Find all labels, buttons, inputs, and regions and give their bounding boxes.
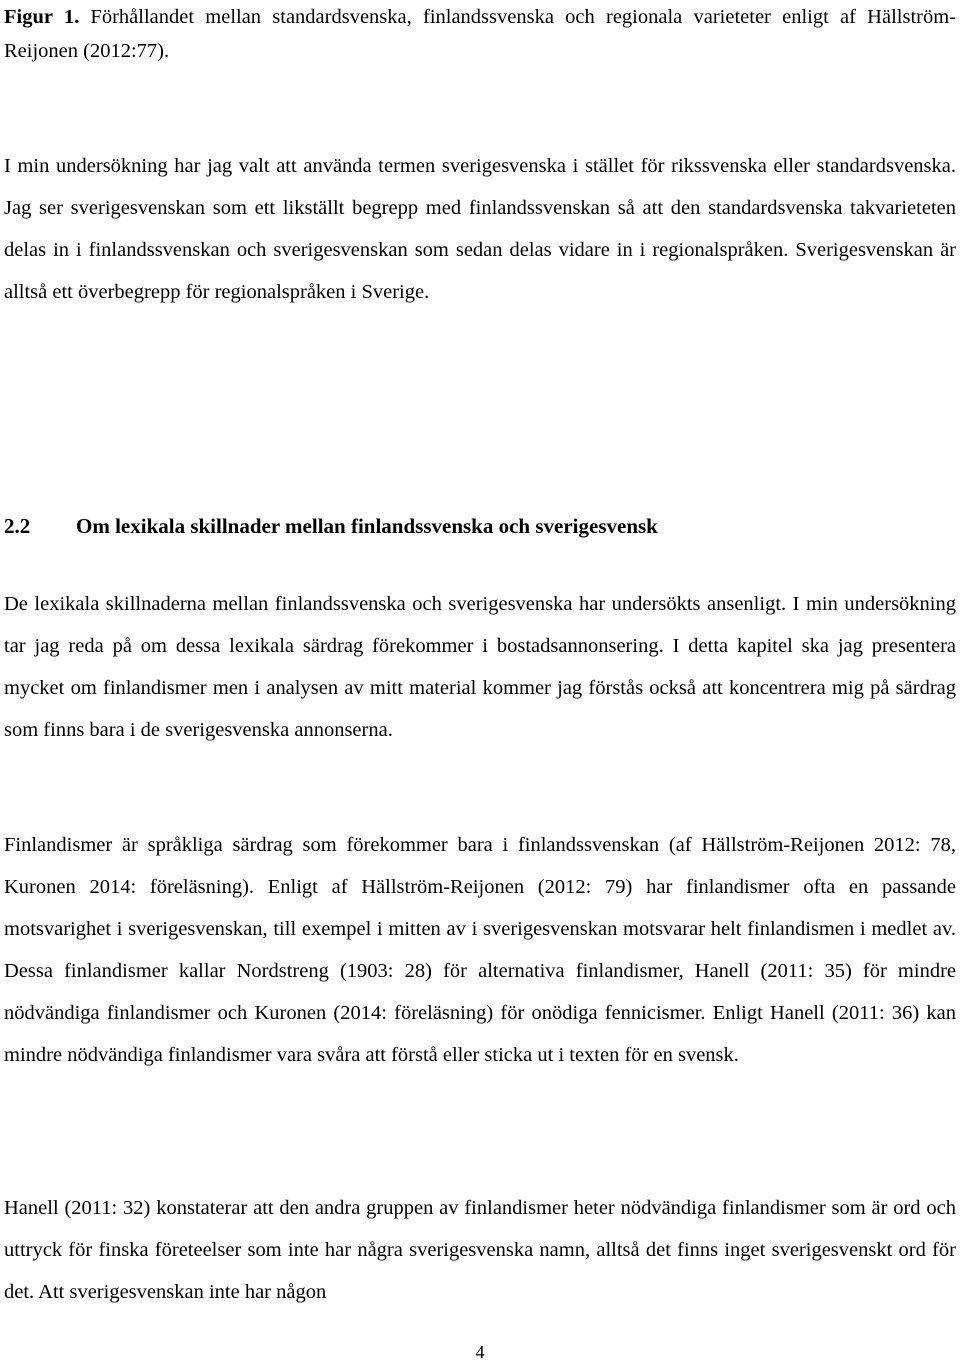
section-title: Om lexikala skillnader mellan finlandssvenska och sverigesvensk <box>76 514 658 538</box>
page-number: 4 <box>475 1342 485 1362</box>
paragraph-finlandisms: Finlandismer är språkliga särdrag som förekommer bara i finlandssvenskan (af Hällström-Reijonen 2012: 78, Kuronen 2014: föreläsning). Enligt af Hällström-Reijonen (2012: 79) har finlandismer ofta en passande motsvarighet i sverigesvenskan, till exempel i mitten av i sverigesvenskan motsvarar helt finlandismen i medlet av. Dessa finlandismer kallar Nordstreng (1903: 28) för alternativa finlandismer, Hanell (2011: 35) för mindre nödvändiga finlandismer och Kuronen (2014: föreläsning) för onödiga fennicismer. Enligt Hanell (2011: 36) kan mindre nödvändiga finlandismer vara svåra att förstå eller sticka ut i texten för en svensk. <box>4 834 956 1066</box>
figure-caption-label: Figur 1. <box>4 6 80 28</box>
paragraph-necessary-finlandisms: Hanell (2011: 32) konstaterar att den andra gruppen av finlandismer heter nödvändiga finlandismer som är ord och uttryck för finska företeelser som inte har några sverigesvenska namn, alltså det finns inget sverigesvenskt ord för det. Att sverigesvenskan inte har någon <box>4 1197 956 1303</box>
section-heading <box>4 506 956 546</box>
section-number: 2.2 <box>4 514 31 538</box>
paragraph-terminology: I min undersökning har jag valt att använda termen sverigesvenska i stället för rikssvenska eller standardsvenska. Jag ser sverigesvenskan som ett likställt begrepp med finlandssvenskan så att den standardsvenska takvarieteten delas in i finlandssvenskan och sverigesvenskan som sedan delas vidare in i regionalspråken. Sverigesvenskan är alltså ett överbegrepp för regionalspråken i Sverige. <box>4 155 956 303</box>
paragraph-lexical-differences: De lexikala skillnaderna mellan finlandssvenska och sverigesvenska har undersökts ansenligt. I min undersökning tar jag reda på om dessa lexikala särdrag förekommer i bostadsannonsering. I detta kapitel ska jag presentera mycket om finlandismer men i analysen av mitt material kommer jag förstås också att koncentrera mig på särdrag som finns bara i de sverigesvenska annonserna. <box>4 593 956 741</box>
figure-caption-text: Förhållandet mellan standardsvenska, finlandssvenska och regionala varieteter enligt af Hällström-Reijonen (2012:77). <box>4 6 956 62</box>
figure-caption <box>4 0 956 68</box>
